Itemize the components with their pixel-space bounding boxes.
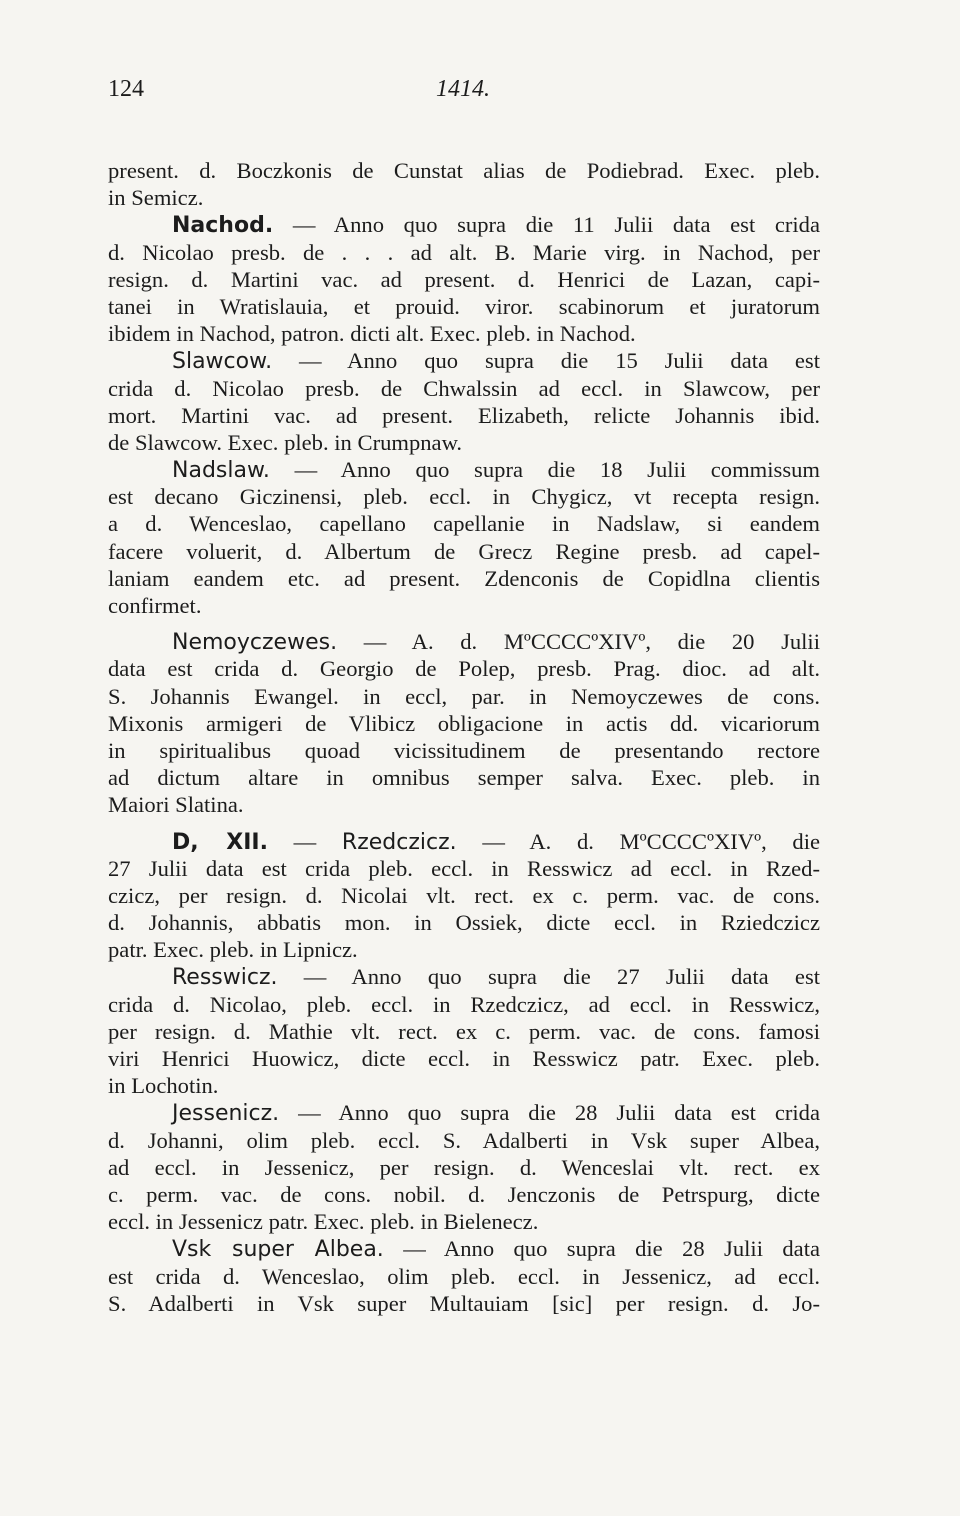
text-line: laniam eandem etc. ad present. Zdenconis de Copidlna clientis: [108, 565, 820, 591]
text-line: per resign. d. Mathie vlt. rect. ex c. perm. vac. de cons. famosi: [108, 1018, 820, 1044]
text-line: facere voluerit, d. Albertum de Grecz Regine presb. ad capel-: [108, 538, 820, 564]
headword-nachod: Nachod.: [172, 213, 274, 239]
text-line: ad dictum altare in omnibus semper salva. Exec. pleb. in: [108, 765, 820, 791]
em-dash: —: [298, 1100, 321, 1126]
text-line: resign. d. Martini vac. ad present. d. Henrici de Lazan, capi-: [108, 266, 820, 292]
text-line: tanei in Wratislauia, et prouid. viror. scabinorum et juratorum: [108, 293, 820, 319]
text-line: d. Nicolao presb. de . . . ad alt. B. Marie virg. in Nachod, per: [108, 239, 820, 265]
text-line: confirmet.: [108, 593, 202, 618]
em-dash: —: [303, 964, 327, 990]
text-line: data est crida d. Georgio de Polep, presb. Prag. dioc. ad alt.: [108, 656, 820, 682]
text-line: present. d. Boczkonis de Cunstat alias de Podiebrad. Exec. pleb.: [108, 158, 820, 183]
text-line: Anno quo supra die 15 Julii data est: [347, 348, 820, 374]
headword-slawcow: Slawcow.: [172, 349, 273, 375]
headword-vsk: Vsk super Albea.: [172, 1237, 384, 1263]
em-dash: —: [294, 457, 318, 483]
text-line: ibidem in Nachod, patron. dicti alt. Exec. pleb. in Nachod.: [108, 321, 636, 347]
running-title: 1414.: [436, 76, 490, 102]
em-dash: —: [292, 212, 316, 238]
text-line: viri Henrici Huowicz, dicte eccl. in Resswicz patr. Exec. pleb.: [108, 1046, 820, 1071]
page-header: [108, 76, 818, 116]
text-line: Anno quo supra die 28 Julii data est crida: [338, 1100, 820, 1126]
text-line: Anno quo supra die 28 Julii data: [443, 1236, 820, 1262]
text-line: S. Adalberti in Vsk super Multauiam [sic] per resign. d. Jo-: [108, 1290, 820, 1316]
entry-nadslaw: [108, 456, 820, 483]
headword-resswicz: Resswicz.: [172, 965, 278, 991]
text-line: in Lochotin.: [108, 1073, 219, 1099]
entry-jessenicz: [108, 1099, 820, 1126]
text-line: in spiritualibus quoad vicissitudinem de presentando rectore: [108, 737, 820, 763]
headword-rzedczicz: Rzedczicz.: [341, 829, 457, 855]
entry-resswicz: [108, 963, 820, 990]
text-line: Anno quo supra die 18 Julii commissum: [340, 457, 820, 483]
page-number: 124: [108, 76, 144, 102]
text-line: mort. Martini vac. ad present. Elizabeth, relicte Johannis ibid.: [108, 402, 820, 428]
text-line: est decano Giczinensi, pleb. eccl. in Chygicz, vt recepta resign.: [108, 484, 820, 510]
text-line: crida d. Nicolao presb. de Chwalssin ad eccl. in Slawcow, per: [108, 375, 820, 401]
body-text: [108, 157, 820, 1317]
text-line: patr. Exec. pleb. in Lipnicz.: [108, 937, 358, 963]
text-line: a d. Wenceslao, capellano capellanie in Nadslaw, si eandem: [108, 511, 820, 537]
text-line: 27 Julii data est crida pleb. eccl. in Resswicz ad eccl. in Rzed-: [108, 855, 820, 881]
text-line: Maiori Slatina.: [108, 792, 244, 818]
text-line: c. perm. vac. de cons. nobil. d. Jenczonis de Petrspurg, dicte: [108, 1181, 820, 1207]
text-line: in Semicz.: [108, 185, 204, 211]
entry-nachod: [108, 211, 820, 238]
text-line: eccl. in Jessenicz patr. Exec. pleb. in Bielenecz.: [108, 1209, 539, 1235]
entry-vsk: [108, 1235, 820, 1262]
date-heading: D, XII.: [172, 829, 268, 855]
entry-slawcow: [108, 347, 820, 374]
text-line: d. Johanni, olim pleb. eccl. S. Adalberti in Vsk super Albea,: [108, 1127, 820, 1153]
text-line: A. d. MºCCCCºXIVº, die 20 Julii: [411, 629, 820, 655]
text-line: crida d. Nicolao, pleb. eccl. in Rzedczicz, ad eccl. in Resswicz,: [108, 991, 820, 1017]
text-line: de Slawcow. Exec. pleb. in Crumpnaw.: [108, 429, 463, 455]
headword-jessenicz: Jessenicz.: [172, 1101, 280, 1127]
em-dash: —: [363, 629, 387, 655]
headword-nadslaw: Nadslaw.: [172, 458, 270, 484]
text-line: A. d. MºCCCCºXIVº, die: [529, 828, 821, 854]
text-line: ad eccl. in Jessenicz, per resign. d. Wenceslai vlt. rect. ex: [108, 1154, 820, 1180]
text-line: d. Johannis, abbatis mon. in Ossiek, dicte eccl. in Rziedczicz: [108, 910, 820, 936]
em-dash: —: [403, 1236, 426, 1262]
text-line: Anno quo supra die 27 Julii data est: [351, 964, 821, 990]
entry-rzedczicz: [108, 828, 820, 855]
text-line: Anno quo supra die 11 Julii data est crida: [333, 212, 820, 238]
entry-nemoyczewes: [108, 628, 820, 655]
text-line: est crida d. Wenceslao, olim pleb. eccl. in Jessenicz, ad eccl.: [108, 1263, 820, 1289]
text-line: S. Johannis Ewangel. in eccl, par. in Nemoyczewes de cons.: [108, 683, 820, 709]
headword-nemoyczewes: Nemoyczewes.: [172, 630, 338, 656]
em-dash: —: [293, 828, 317, 854]
em-dash: —: [482, 828, 505, 854]
text-line: Mixonis armigeri de Vlibicz obligacione in actis dd. vicariorum: [108, 710, 820, 736]
em-dash: —: [298, 348, 322, 374]
text-line: czicz, per resign. d. Nicolai vlt. rect. ex c. perm. vac. de cons.: [108, 882, 820, 908]
